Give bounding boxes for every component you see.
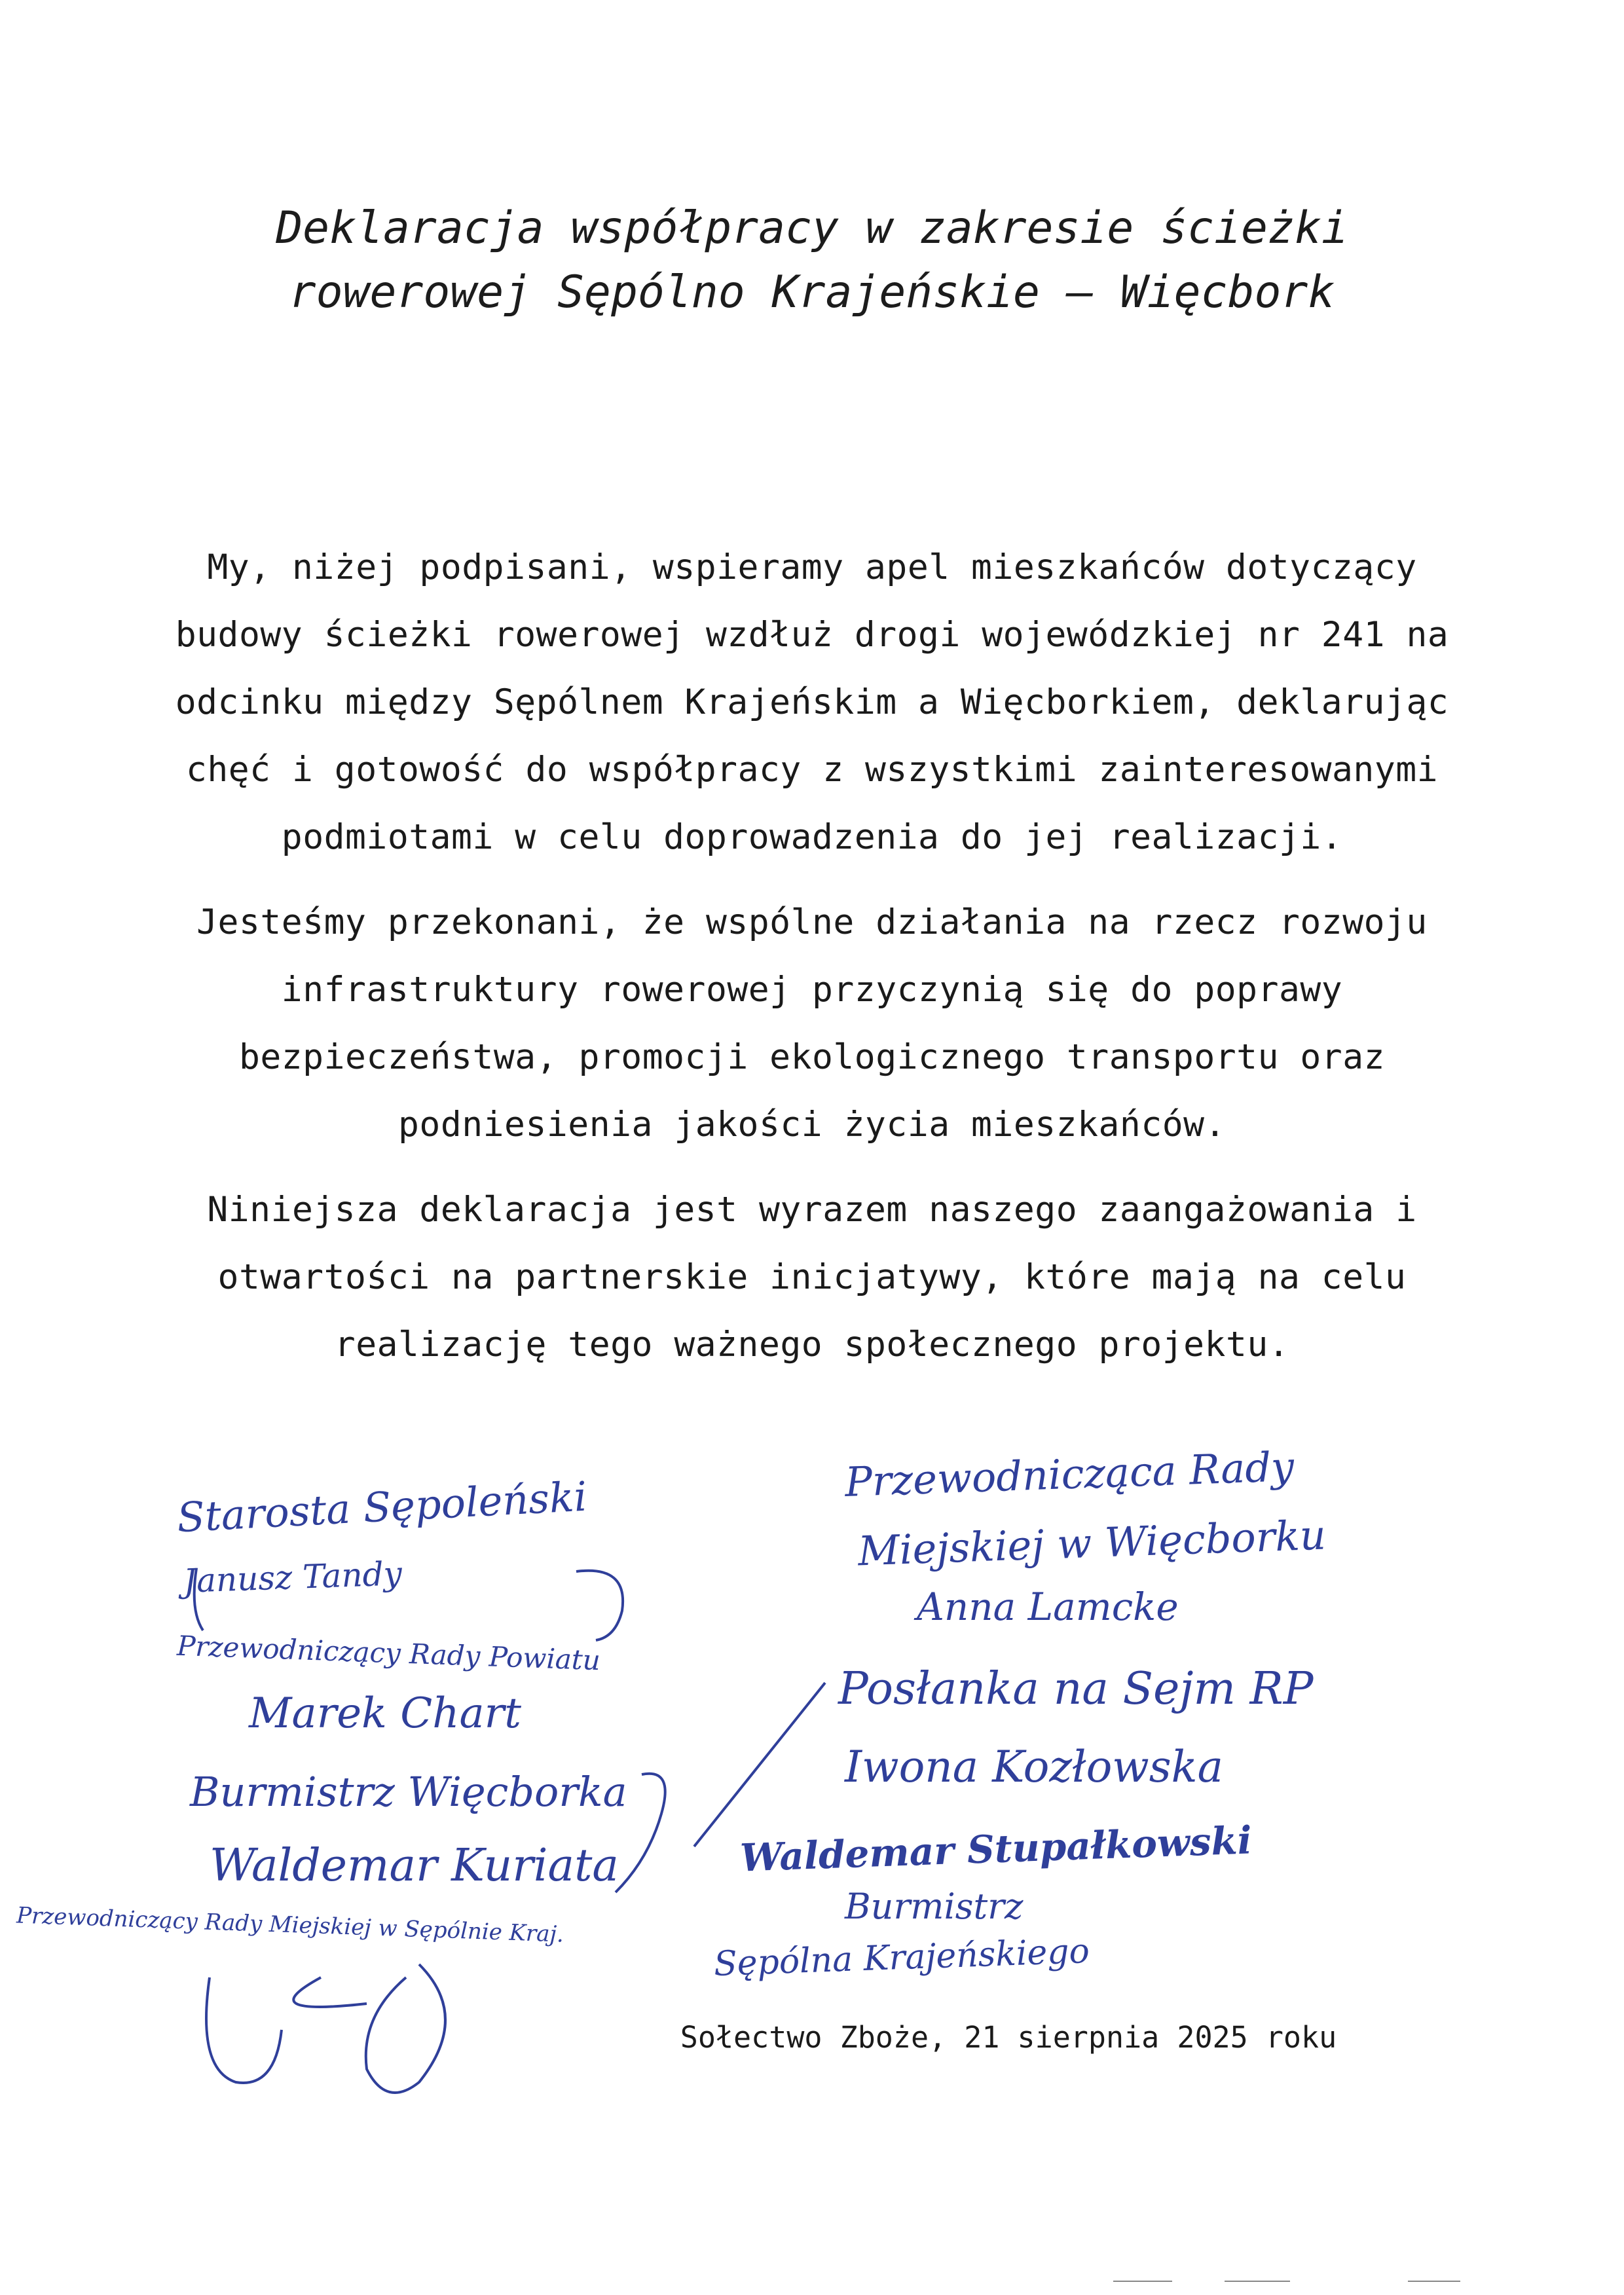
- signature-przewodniczaca-wiecbork-role-line1: Przewodnicząca Rady: [843, 1442, 1295, 1506]
- signature-burmistrz-wiecbork-role: Burmistrz Więcborka: [190, 1768, 627, 1816]
- paragraph-1: My, niżej podpisani, wspieramy apel mieszkańców dotyczący budowy ścieżki rowerowej wzdłuż drogi wojewódzkiej nr 241 na odcinku między Sępólnem Krajeńskim a Więcborkiem, deklarując chęć i gotowość do współpracy z wszystkimi zainteresowanymi podmiotami w celu doprowadzenia do jej realizacji.: [175, 547, 1449, 857]
- signature-burmistrz-sepolno-role-line1: Burmistrz: [845, 1886, 1024, 1927]
- scan-artifact-lines: [0, 2279, 1624, 2285]
- signature-przewodniczacy-powiatu-name: Marek Chart: [249, 1689, 521, 1738]
- signature-przewodniczacy-powiatu-role: Przewodniczący Rady Powiatu: [176, 1629, 601, 1677]
- signature-burmistrz-wiecbork-name: Waldemar Kuriata: [210, 1840, 619, 1892]
- document-title: [0, 196, 1624, 325]
- signature-poslanka-name: Iwona Kozłowska: [845, 1742, 1224, 1792]
- signature-przewodniczacy-sepolno-role: Przewodniczący Rady Miejskiej w Sępólnie Kraj.: [16, 1902, 564, 1948]
- signature-starosta-name: Janusz Tandy: [183, 1554, 403, 1600]
- title-line-1: Deklaracja współpracy w zakresie ścieżki: [276, 202, 1348, 254]
- signature-burmistrz-sepolno-role-line2: Sępólna Krajeńskiego: [713, 1932, 1090, 1984]
- signature-przewodniczaca-wiecbork-role-line2: Miejskiej w Więcborku: [857, 1511, 1327, 1575]
- signature-starosta-role: Starosta Sępoleński: [175, 1472, 589, 1542]
- paragraph-3: Niniejsza deklaracja jest wyrazem naszego zaangażowania i otwartości na partnerskie inicjatywy, które mają na celu realizację tego ważnego społecznego projektu.: [207, 1190, 1417, 1365]
- declaration-body: [164, 534, 1460, 1396]
- title-line-2: rowerowej Sępólno Krajeńskie – Więcbork: [289, 266, 1335, 318]
- signature-burmistrz-wiecbork-scribble: [602, 1761, 694, 1905]
- signature-starosta-scribble: [177, 1480, 648, 1643]
- signature-poslanka-role: Posłanka na Sejm RP: [838, 1663, 1314, 1715]
- place-and-date: Sołectwo Zboże, 21 sierpnia 2025 roku: [680, 2020, 1337, 2055]
- signature-burmistrz-sepolno-name: Waldemar Stupałkowski: [739, 1818, 1253, 1881]
- signature-przewodniczaca-wiecbork-name: Anna Lamcke: [917, 1585, 1179, 1629]
- paragraph-2: Jesteśmy przekonani, że wspólne działania na rzecz rozwoju infrastruktury rowerowej przyczynią się do poprawy bezpieczeństwa, promocji ekologicznego transportu oraz podniesienia jakości życia mieszkańców.: [196, 902, 1428, 1145]
